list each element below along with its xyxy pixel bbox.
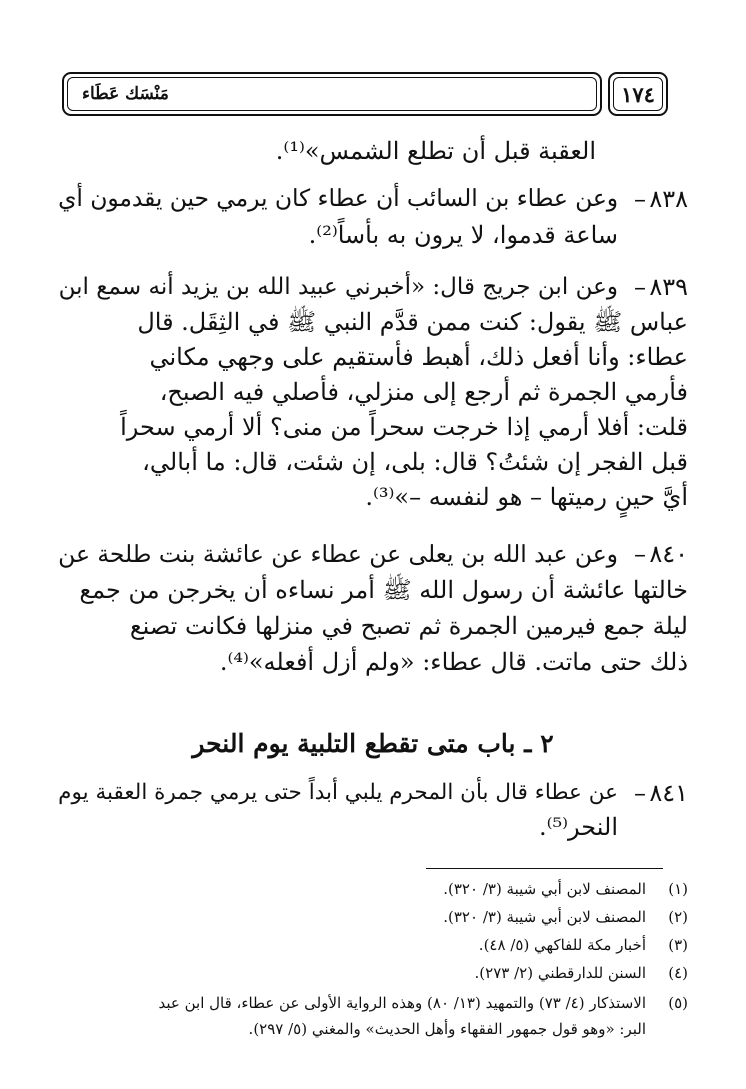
page-number-frame xyxy=(608,72,668,116)
entry-line: ذلك حتى ماتت. قال عطاء: «ولم أزل أفعله»⁽⁴⁾. xyxy=(219,648,688,676)
entry-line: عطاء: وأنا أفعل ذلك، أهبط فأستقيم على وجهي مكاني xyxy=(149,343,688,371)
entry-line: وعن ابن جريج قال: «أخبرني عبيد الله بن يزيد أنه سمع ابن xyxy=(58,274,618,300)
footnote-separator xyxy=(426,868,663,869)
entry-number: ٨٣٨ xyxy=(649,185,688,213)
book-title: مَنْسَك عَطَاء xyxy=(82,84,169,104)
footnote-text: أخبار مكة للفاكهي (٥/ ٤٨). xyxy=(478,936,646,954)
page-number: ١٧٤ xyxy=(621,81,655,107)
footnote-text-continuation: البر: «وهو قول جمهور الفقهاء وأهل الحديث» والمغني (٥/ ٢٩٧). xyxy=(248,1020,646,1038)
entry-dash: – xyxy=(634,273,646,301)
entry-line: ساعة قدموا، لا يرون به بأساً⁽²⁾. xyxy=(308,221,618,249)
entry-line: النحر⁽⁵⁾. xyxy=(538,813,618,841)
entry-line: عباس ﷺ يقول: كنت ممن قدَّم النبي ﷺ في الثِقَل. قال xyxy=(137,308,688,336)
chapter-heading: ٢ ـ باب متى تقطع التلبية يوم النحر xyxy=(192,729,554,758)
entry-dash: – xyxy=(634,185,646,213)
header-title-frame xyxy=(62,72,602,116)
entry-number: ٨٤٠ xyxy=(649,540,688,568)
footnote-text: الاستذكار (٤/ ٧٣) والتمهيد (١٣/ ٨٠) وهذه الرواية الأولى عن عطاء، قال ابن عبد xyxy=(158,994,646,1012)
entry-dash: – xyxy=(634,540,646,568)
entry-line: ليلة جمع فيرمين الجمرة ثم تصبح في منزلها فكانت تصنع xyxy=(129,612,688,640)
entry-line: خالتها عائشة أن رسول الله ﷺ أمر نساءه أن يخرجن من جمع xyxy=(79,576,688,604)
entry-line: وعن عبد الله بن يعلى عن عطاء عن عائشة بنت طلحة عن xyxy=(58,540,618,568)
footnote-text: المصنف لابن أبي شيبة (٣/ ٣٢٠). xyxy=(443,908,646,926)
footnote-marker: (٣) xyxy=(668,936,688,954)
footnote-marker: (٢) xyxy=(668,908,688,926)
entry-line: قبل الفجر إن شئتُ؟ قال: بلى، إن شئت، قال: ما أبالي، xyxy=(142,448,688,476)
entry-number: ٨٣٩ xyxy=(649,273,688,301)
entry-number: ٨٤١ xyxy=(649,779,688,807)
footnote-marker: (٤) xyxy=(668,964,688,982)
footnote-marker: (١) xyxy=(668,880,688,898)
entry-line: قلت: أفلا أرمي إذا خرجت سحراً من منى؟ ألا أرمي سحراً xyxy=(120,413,688,441)
footnote-text: السنن للدارقطني (٢/ ٢٧٣). xyxy=(474,964,646,982)
continuation-line: العقبة قبل أن تطلع الشمس»⁽¹⁾. xyxy=(275,137,596,165)
entry-line: أيَّ حينٍ رميتها – هو لنفسه –»⁽³⁾. xyxy=(365,483,688,511)
entry-dash: – xyxy=(634,779,646,807)
entry-line: وعن عطاء بن السائب أن عطاء كان يرمي حين يقدمون أي xyxy=(58,185,618,212)
entry-line: فأرمي الجمرة ثم أرجع إلى منزلي، فأصلي فيه الصبح، xyxy=(159,378,688,406)
running-header xyxy=(62,72,668,116)
footnote-text: المصنف لابن أبي شيبة (٣/ ٣٢٠). xyxy=(443,880,646,898)
entry-line: عن عطاء قال بأن المحرم يلبي أبداً حتى يرمي جمرة العقبة يوم xyxy=(58,780,618,805)
footnote-marker: (٥) xyxy=(668,994,688,1012)
